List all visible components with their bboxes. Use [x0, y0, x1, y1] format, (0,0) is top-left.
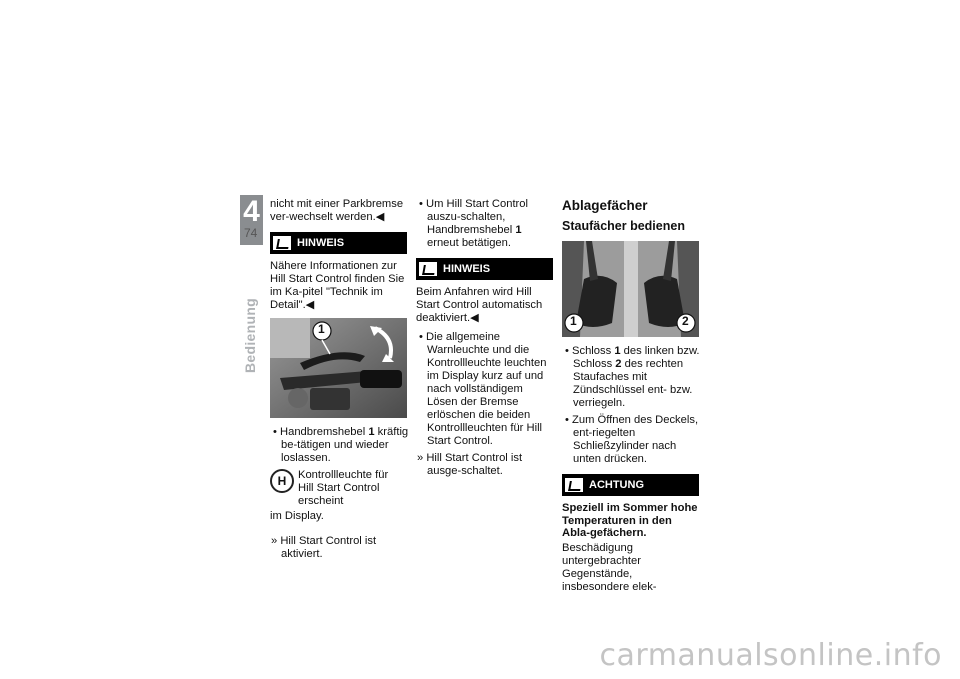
indicator-text-1: Kontrollleuchte für — [298, 469, 389, 481]
column-3 — [562, 198, 702, 600]
column-2 — [416, 198, 556, 482]
callout-1: 1 — [570, 314, 577, 328]
chapter-number: 4 — [243, 195, 260, 228]
warning-heading: Speziell im Sommer hohe Temperaturen in den Abla-gefächern. — [562, 502, 698, 539]
notice-label: HINWEIS — [443, 262, 491, 275]
result-text: » Hill Start Control ist ausge-schaltet. — [417, 452, 523, 477]
storage-compartment-photo — [562, 241, 699, 337]
notice-text: Beim Anfahren wird Hill Start Control automatisch deaktiviert.◀ — [416, 286, 543, 324]
warning-label: ACHTUNG — [589, 478, 644, 491]
indicator-row — [270, 469, 410, 508]
warning-icon — [565, 478, 583, 492]
intro-text: nicht mit einer Parkbremse ver-wechselt werden.◀ — [270, 198, 404, 223]
notice-text: Nähere Informationen zur Hill Start Control finden Sie im Ka-pitel "Technik im Detail".◀ — [270, 260, 405, 311]
list-item: • Schloss 1 des linken bzw. Schloss 2 des rechten Staufaches mit Zündschlüssel ent- bzw. verriegeln. — [565, 345, 700, 409]
warning-text: Beschädigung untergebrachter Gegenstände, insbesondere elek- — [562, 541, 657, 593]
indicator-text-3: im Display. — [270, 510, 324, 522]
list-item: • Die allgemeine Warnleuchte und die Kontrollleuchte leuchten im Display kurz auf und nach vollständigem Lösen der Bremse erlöschen die beiden Kontrollleuchten für Hill Start Control. — [419, 331, 547, 447]
indicator-text-2: Hill Start Control erscheint — [298, 482, 380, 507]
section-heading: Ablagefächer — [562, 198, 648, 213]
column-1 — [270, 198, 410, 565]
watermark: carmanualsonline.info — [599, 638, 942, 673]
chapter-label: Bedienung — [242, 297, 258, 373]
hill-start-indicator-icon: H — [270, 469, 294, 493]
notice-label: HINWEIS — [297, 236, 345, 249]
notice-box — [416, 258, 553, 280]
list-item: • Um Hill Start Control auszu-schalten, Handbremshebel 1 erneut betätigen. — [419, 198, 528, 249]
page-number: 74 — [244, 226, 258, 240]
result-text: » Hill Start Control ist aktiviert. — [271, 535, 377, 560]
notice-icon — [419, 262, 437, 276]
list-item: • Zum Öffnen des Deckels, ent-riegelten Schließzylinder nach unten drücken. — [565, 414, 699, 465]
notice-box — [270, 232, 407, 254]
notice-icon — [273, 236, 291, 250]
section-subheading: Staufächer bedienen — [562, 219, 685, 233]
brake-lever-photo — [270, 318, 407, 418]
callout-2: 2 — [682, 314, 689, 328]
warning-box — [562, 474, 699, 496]
callout-1: 1 — [318, 322, 325, 336]
list-item: • Handbremshebel 1 kräftig be-tätigen und wieder loslassen. — [273, 426, 409, 464]
